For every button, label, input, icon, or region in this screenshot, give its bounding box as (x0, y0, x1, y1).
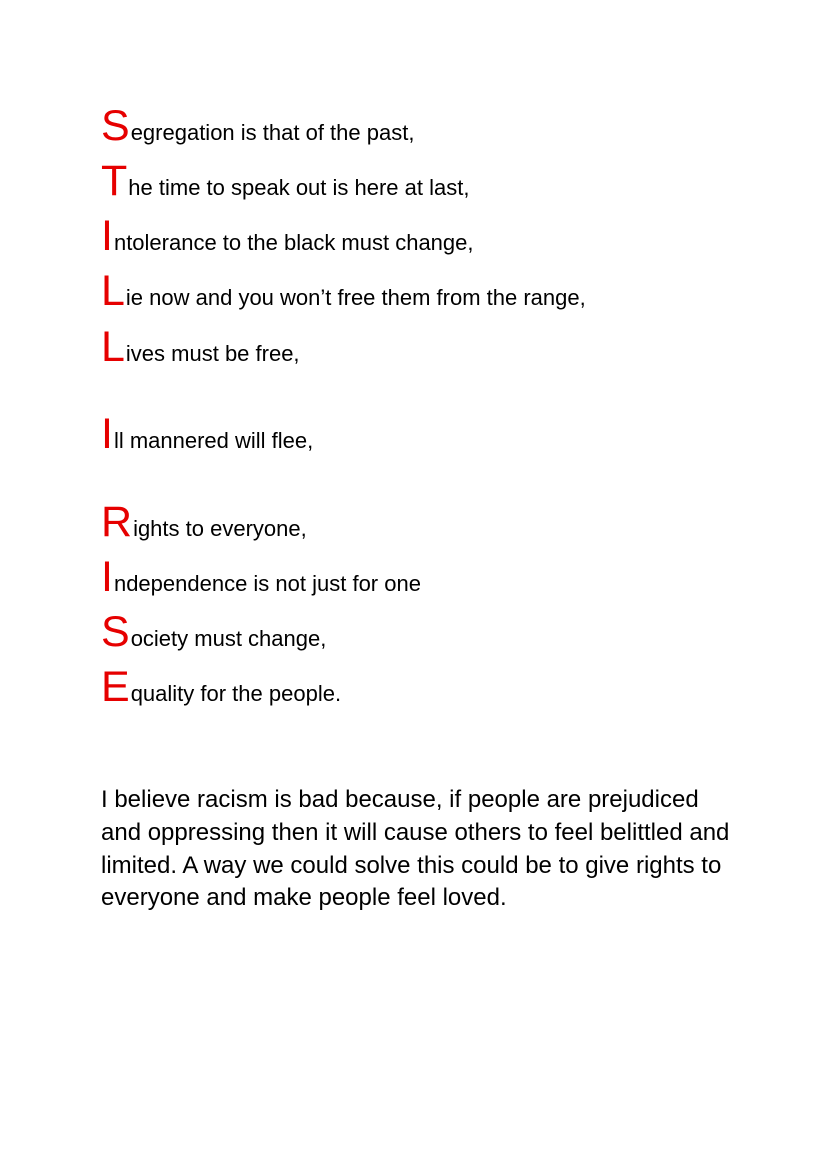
poem-initial: E (101, 663, 130, 711)
poem-initial: I (101, 410, 113, 458)
poem-line (101, 102, 415, 150)
poem-line-text: ights to everyone, (133, 516, 307, 541)
poem-line (101, 267, 586, 315)
poem-line (101, 212, 474, 260)
poem-line (101, 553, 421, 601)
poem-initial: T (101, 157, 128, 205)
poem-line (101, 323, 300, 371)
poem-initial: S (101, 102, 130, 150)
poem-line-text: ll mannered will flee, (113, 428, 314, 453)
poem-line (101, 498, 307, 546)
poem-initial: I (101, 553, 113, 601)
poem-initial: L (101, 267, 125, 315)
poem-line (101, 663, 342, 711)
poem-line-text: ie now and you won’t free them from the range, (125, 285, 586, 310)
poem-line-text: ntolerance to the black must change, (113, 230, 474, 255)
poem-initial: I (101, 212, 113, 260)
poem-line-text: he time to speak out is here at last, (128, 175, 470, 200)
poem-initial: S (101, 608, 130, 656)
poem-line (101, 157, 470, 205)
poem-line-text: egregation is that of the past, (130, 120, 415, 145)
poem-initial: R (101, 498, 133, 546)
explanation-paragraph: I believe racism is bad because, if people are prejudiced and oppressing then it will cause others to feel belittled and limited. A way we could solve this could be to give rights to everyone and make people feel loved. (101, 786, 730, 912)
poem-line (101, 608, 327, 656)
poem-line-text: ndependence is not just for one (113, 571, 421, 596)
poem-line-text: quality for the people. (130, 681, 342, 706)
poem-line-text: ives must be free, (125, 341, 300, 366)
poem-line-text: ociety must change, (130, 626, 327, 651)
poem-initial: L (101, 323, 125, 371)
poem-line (101, 410, 314, 458)
